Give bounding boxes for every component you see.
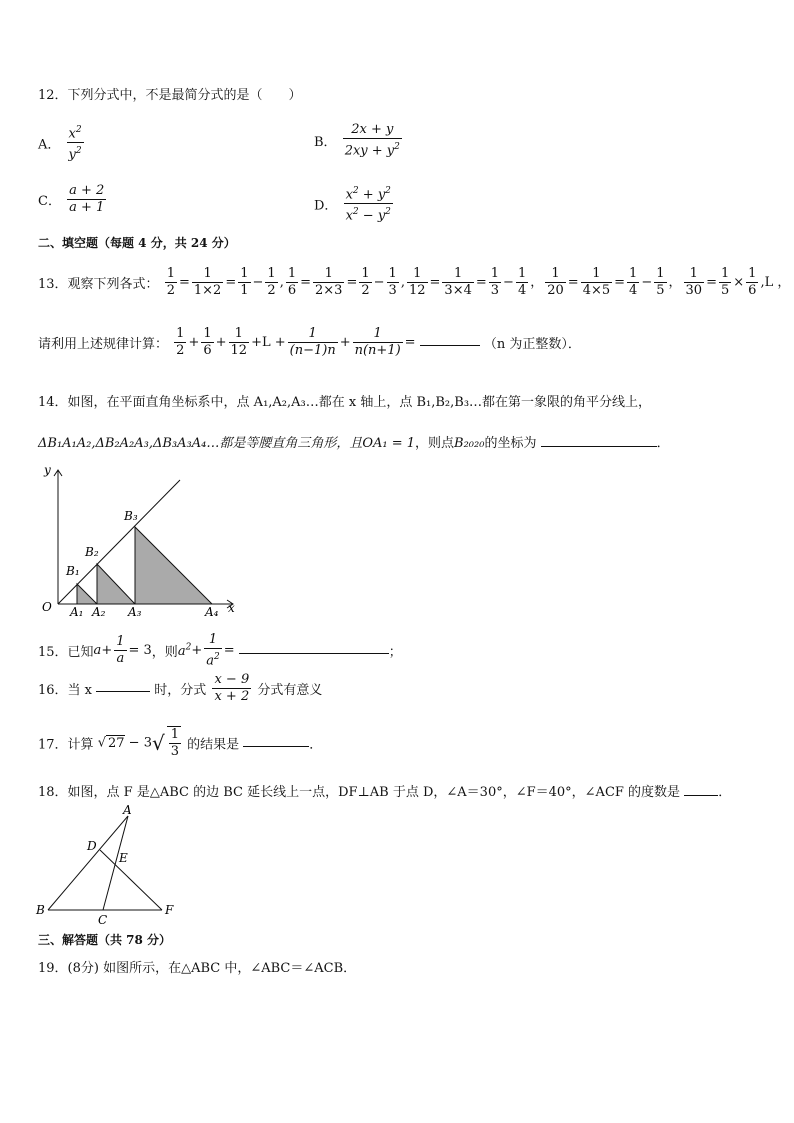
q12-option-b-fraction: $\frac{2x + y}{2xy + y^2}$ xyxy=(344,122,400,159)
q17-answer-blank[interactable] xyxy=(243,734,309,747)
triangle-2 xyxy=(97,564,135,604)
q12-option-a-fraction: $\frac{x^2}{y^2}$ xyxy=(68,125,82,163)
q14-coord-text: 的坐标为 xyxy=(484,436,537,451)
q12-stem: 12．下列分式中，不是最简分式的是（ ） xyxy=(38,88,302,103)
q12-option-a-label: A． xyxy=(38,137,61,153)
triangle-3 xyxy=(135,527,212,604)
q13-line2: 请利用上述规律计算： $\frac{1}{2}$ + $\frac{1}{6}$ + $\frac{1}{12}$ +L + $\frac{1}{(n-1)n}$ + $\frac{1}{n(n+1)}$ = （n 为正整数）． xyxy=(38,326,581,358)
label-a2: A₂ xyxy=(92,605,106,619)
q16-line: 16．当 x 时，分式 $\frac{x - 9}{x + 2}$ 分式有意义 xyxy=(38,672,323,704)
q14-triangles: ΔB₁A₁A₂,ΔB₂A₂A₃,ΔB₃A₃A₄…都是等腰直角三角形，且 xyxy=(38,436,363,451)
segment-df xyxy=(100,850,162,910)
q13-answer-blank[interactable] xyxy=(420,333,480,346)
q15-end: ； xyxy=(388,645,402,661)
q14-b2020: B₂₀₂₀ xyxy=(454,436,485,451)
q13-line2-prefix: 请利用上述规律计算： xyxy=(38,337,169,352)
q15-mid: ，则 xyxy=(151,645,178,661)
q16-mid: 时，分式 xyxy=(154,683,207,698)
q12-option-d xyxy=(314,183,395,225)
q17-prefix: 17．计算 xyxy=(38,737,94,753)
q14-line1: 14．如图，在平面直角坐标系中，点 A₁,A₂,A₃…都在 x 轴上，点 B₁,B₂,B₃…都在第一象限的角平分线上， xyxy=(38,395,652,410)
q19-stem: 19．(8分) 如图所示，在△ABC 中，∠ABC＝∠ACB． xyxy=(38,961,357,976)
q14-then: ，则点 xyxy=(415,436,455,451)
q12-option-a xyxy=(38,122,86,164)
section-2-heading: 二、填空题（每题 4 分，共 24 分） xyxy=(38,236,236,250)
q16-suffix: 分式有意义 xyxy=(257,683,323,698)
q13-stem: 13．观察下列各式： xyxy=(38,277,159,292)
label-c: C xyxy=(98,913,108,927)
q14-oa1: OA₁ = 1 xyxy=(362,436,416,451)
q13-line1: 13．观察下列各式： $\frac{1}{2}$ = $\frac{1}{1\times 2}$ = $\frac{1}{1}$ − $\frac{1}{2}$ , $\frac{1}{6}$ = $\frac{1}{2\times 3}$ = $\frac{1}{2}$ − $\frac{1}{3}$ , $\frac{1}{12}$ = $\frac{1}{3\times 4}$ = $\frac{1}{3}$ − $\frac{1}{4}$ ， $\frac{1}{20}$ = $\frac{1}{4\times 5}$ = $\frac{1}{4}$ − $\frac{1}{5}$ ， $\frac{1}{30}$ = $\frac{1}{5}$ × $\frac{1}{6}$ ,L ， xyxy=(38,266,791,298)
q12-option-d-fraction: $\frac{x^2 + y^2}{x^2 - y^2}$ xyxy=(345,186,391,224)
triangle-1 xyxy=(77,584,97,604)
label-f: F xyxy=(165,903,174,917)
label-o: O xyxy=(42,600,52,614)
section-3-heading: 三、解答题（共 78 分） xyxy=(38,933,172,947)
label-b: B xyxy=(36,903,45,917)
label-a1: A₁ xyxy=(70,605,84,619)
q13-line2-suffix: （n 为正整数）． xyxy=(483,337,581,352)
q14-answer-blank[interactable] xyxy=(541,434,657,447)
label-b2: B₂ xyxy=(85,545,99,559)
q12-option-b-label: B． xyxy=(314,135,337,151)
q14-line2 xyxy=(38,432,670,451)
label-a3: A₃ xyxy=(128,605,142,619)
q17-suffix: 的结果是 xyxy=(187,737,240,753)
label-e: E xyxy=(119,851,128,865)
label-a: A xyxy=(123,803,132,817)
q15-prefix: 15．已知 xyxy=(38,645,94,661)
q12-option-c-fraction: $\frac{a + 2}{a + 1}$ xyxy=(69,183,105,215)
q14-figure xyxy=(30,460,250,625)
q15-line: 15．已知a+ $\frac{1}{a}$ = 3，则$a^2+$ $\frac{1}{a^2}$ = ； xyxy=(38,632,402,669)
label-b1: B₁ xyxy=(66,564,80,578)
q12-option-c-label: C． xyxy=(38,194,61,209)
q18-end: ． xyxy=(718,785,732,800)
q17-line: 17．计算 √ 27 − 3√ $\frac{1}{3}$ 的结果是 ． xyxy=(38,727,323,759)
q18-figure xyxy=(30,800,190,928)
q12-option-b xyxy=(314,122,404,159)
q15-answer-blank[interactable] xyxy=(239,641,389,654)
label-d: D xyxy=(87,839,97,853)
label-b3: B₃ xyxy=(124,509,138,523)
q14-end: ． xyxy=(656,436,670,451)
q17-end: ． xyxy=(309,737,323,753)
label-y: y xyxy=(44,463,51,477)
q12-option-c xyxy=(38,183,108,216)
q18-line xyxy=(38,781,731,800)
q16-prefix: 16．当 x xyxy=(38,683,93,698)
q18-text: 18．如图，点 F 是△ABC 的边 BC 延长线上一点，DF⊥AB 于点 D，∠A＝30°，∠F＝40°，∠ACF 的度数是 xyxy=(38,785,681,800)
q12-option-d-label: D． xyxy=(314,198,338,214)
q16-answer-blank[interactable] xyxy=(96,679,150,692)
q18-answer-blank[interactable] xyxy=(684,783,718,796)
label-a4: A₄ xyxy=(205,605,219,619)
label-x: x xyxy=(228,601,235,615)
